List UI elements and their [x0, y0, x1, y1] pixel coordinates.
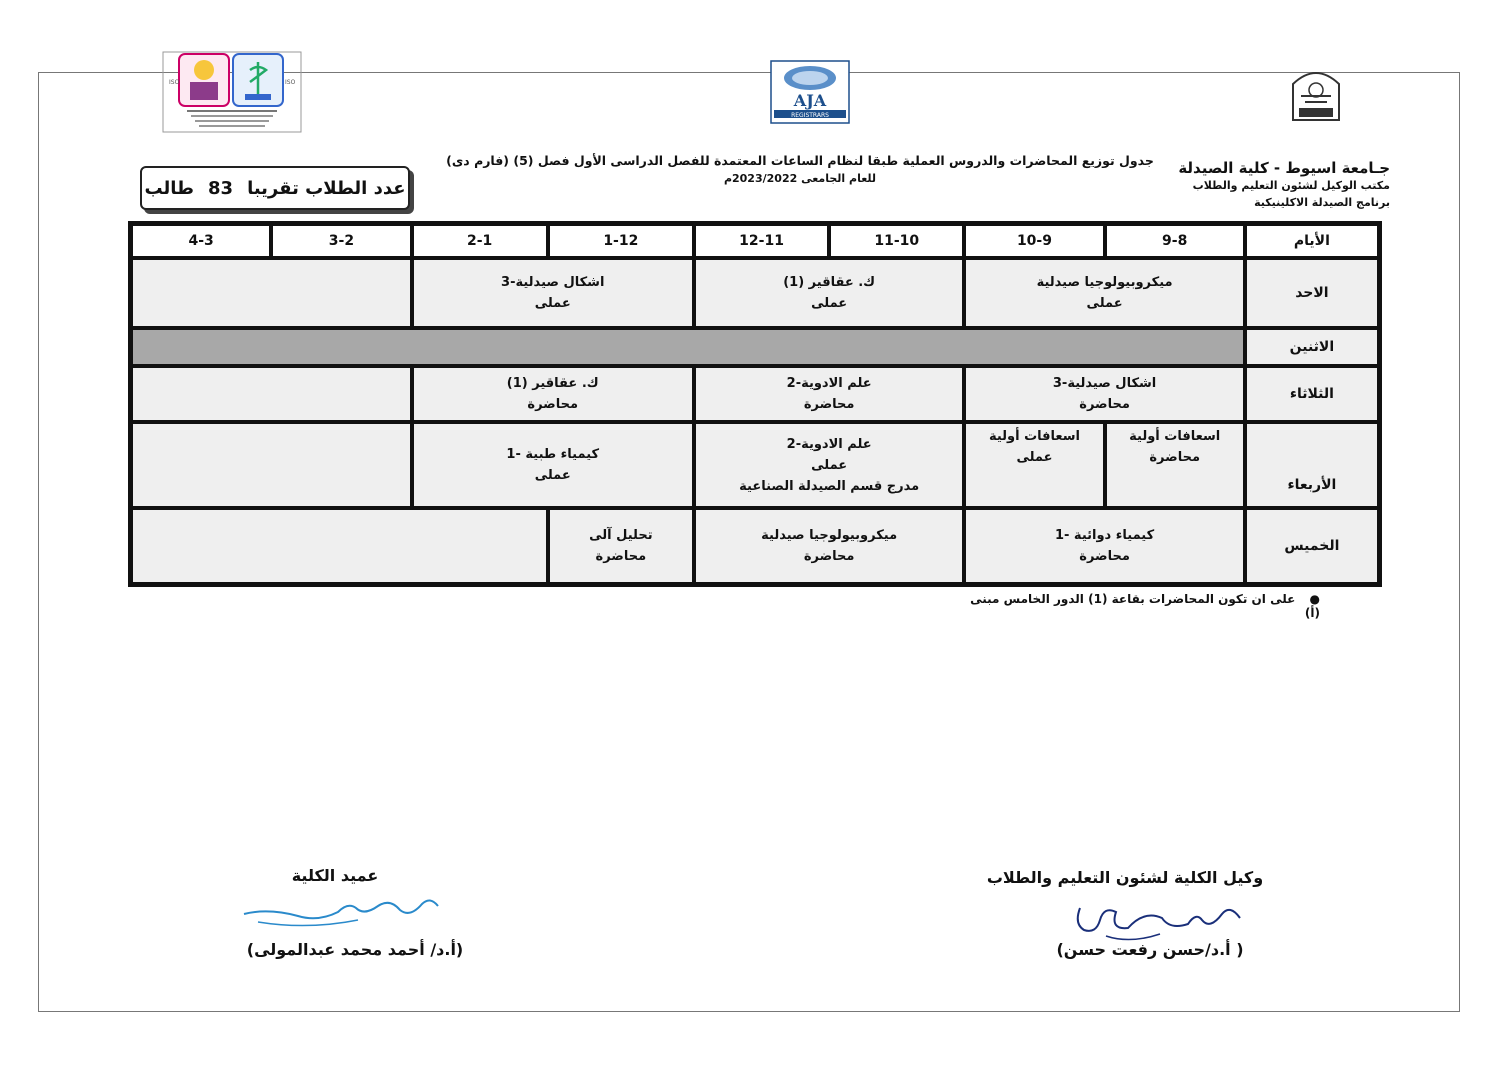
- academic-year: للعام الجامعى 2023/2022م: [723, 172, 877, 185]
- student-count-unit: طالب: [144, 177, 194, 199]
- period-header: 11-10: [829, 224, 964, 258]
- period-header: 3-2: [271, 224, 411, 258]
- course-name: علم الادوية-2: [786, 436, 872, 452]
- course-type: محاضرة: [527, 397, 579, 412]
- course-type: محاضرة: [803, 397, 855, 412]
- header-row: [131, 224, 1379, 258]
- monday-empty-bar: [131, 328, 1245, 366]
- program-line: برنامج الصيدلة الاكلينيكية: [1254, 196, 1390, 209]
- course-name: ميكروبيولوجيا صيدلية: [1036, 275, 1173, 290]
- accreditation-logo: [157, 48, 307, 136]
- thursday-empty: [131, 508, 548, 584]
- thursday-row: [131, 508, 1379, 584]
- bullet-icon: ●: [1309, 592, 1320, 606]
- course-type: عملى: [534, 468, 571, 483]
- sunday-class-1: [964, 258, 1244, 328]
- course-type: محاضرة: [1149, 450, 1200, 465]
- assiut-university-logo: [1287, 66, 1345, 124]
- period-header: 4-3: [131, 224, 271, 258]
- course-name: اشكال صيدلية-3: [1052, 376, 1157, 391]
- dean-signature: [238, 888, 448, 936]
- svg-text:ISO: ISO: [285, 79, 296, 86]
- day-label-monday: الاثنين: [1245, 328, 1379, 366]
- vice-dean-title: وكيل الكلية لشئون التعليم والطلاب: [986, 868, 1264, 887]
- course-name: اسعافات أولية: [988, 429, 1080, 444]
- course-type: عملى: [1016, 450, 1053, 465]
- tuesday-class-3: [412, 366, 694, 422]
- vice-dean-name: ( أ.د/حسن رفعت حسن): [1056, 940, 1244, 959]
- course-type: عملى: [534, 296, 571, 311]
- student-count-box: [140, 166, 410, 210]
- course-location: مدرج قسم الصيدلة الصناعية: [739, 478, 920, 494]
- monday-row: [131, 328, 1379, 366]
- svg-text:REGISTRARS: REGISTRARS: [791, 112, 829, 119]
- svg-text:ISO: ISO: [169, 79, 180, 86]
- course-name: ك. عقاقير (1): [783, 275, 876, 290]
- course-name: ميكروبيولوجيا صيدلية: [761, 528, 898, 543]
- sunday-empty: [131, 258, 412, 328]
- course-name: علم الادوية-2: [786, 376, 872, 391]
- course-name: تحليل آلى: [589, 528, 653, 543]
- day-label-sunday: الاحد: [1245, 258, 1379, 328]
- tuesday-row: [131, 366, 1379, 422]
- period-header: 9-8: [1105, 224, 1245, 258]
- wednesday-class-2: [964, 422, 1104, 508]
- student-count-label: عدد الطلاب تقريبا: [247, 177, 406, 199]
- location-note: [960, 592, 1320, 620]
- course-name: كيمياء دوائية -1: [1054, 528, 1155, 543]
- period-header: 12-11: [694, 224, 829, 258]
- dean-name: (أ.د/ أحمد محمد عبدالمولى): [246, 940, 464, 959]
- dean-title: عميد الكلية: [291, 866, 379, 885]
- day-label-thursday: الخميس: [1245, 508, 1379, 584]
- svg-text:AJA: AJA: [793, 91, 827, 110]
- day-label-wednesday: الأربعاء: [1245, 422, 1379, 508]
- thursday-class-1: [964, 508, 1244, 584]
- course-name: كيمياء طبية -1: [506, 447, 600, 462]
- course-type: محاضرة: [595, 549, 647, 564]
- aja-registrars-logo: [770, 60, 850, 124]
- sunday-row: [131, 258, 1379, 328]
- wednesday-class-1: [1105, 422, 1245, 508]
- schedule-title-block: [420, 153, 1180, 185]
- wednesday-empty: [131, 422, 412, 508]
- wednesday-class-4: [412, 422, 694, 508]
- sunday-class-3: [412, 258, 694, 328]
- period-header: 1-12: [548, 224, 694, 258]
- period-header: 10-9: [964, 224, 1104, 258]
- course-name: ك. عقاقير (1): [506, 376, 599, 391]
- thursday-class-2: [694, 508, 964, 584]
- course-name: اسعافات أولية: [1129, 429, 1221, 444]
- course-type: محاضرة: [803, 549, 855, 564]
- course-type: محاضرة: [1079, 397, 1130, 412]
- course-type: عملى: [1086, 296, 1123, 311]
- thursday-class-3: [548, 508, 694, 584]
- university-line: جـامعة اسيوط - كلية الصيدلة: [1178, 159, 1390, 177]
- student-count-number: 83: [208, 177, 234, 199]
- tuesday-class-1: [964, 366, 1244, 422]
- wednesday-class-3: [694, 422, 964, 508]
- course-type: عملى: [811, 296, 848, 311]
- course-type: عملى: [811, 457, 848, 473]
- days-header: الأيام: [1245, 224, 1379, 258]
- sunday-class-2: [694, 258, 964, 328]
- course-name: اشكال صيدلية-3: [501, 275, 605, 290]
- period-header: 2-1: [412, 224, 548, 258]
- note-text: على ان تكون المحاضرات بقاعة (1) الدور الخامس مبنى (أ): [970, 592, 1320, 620]
- wednesday-row: [131, 422, 1379, 508]
- schedule-title: جدول توزيع المحاضرات والدروس العملية طبقا لنظام الساعات المعتمدة للفصل الدراسى الأول فصل (5) (فارم دى): [446, 153, 1154, 168]
- schedule-table: [128, 221, 1382, 587]
- course-type: محاضرة: [1079, 549, 1130, 564]
- tuesday-class-2: [694, 366, 964, 422]
- day-label-tuesday: الثلاثاء: [1245, 366, 1379, 422]
- tuesday-empty: [131, 366, 412, 422]
- office-line: مكتب الوكيل لشئون التعليم والطلاب: [1192, 179, 1390, 192]
